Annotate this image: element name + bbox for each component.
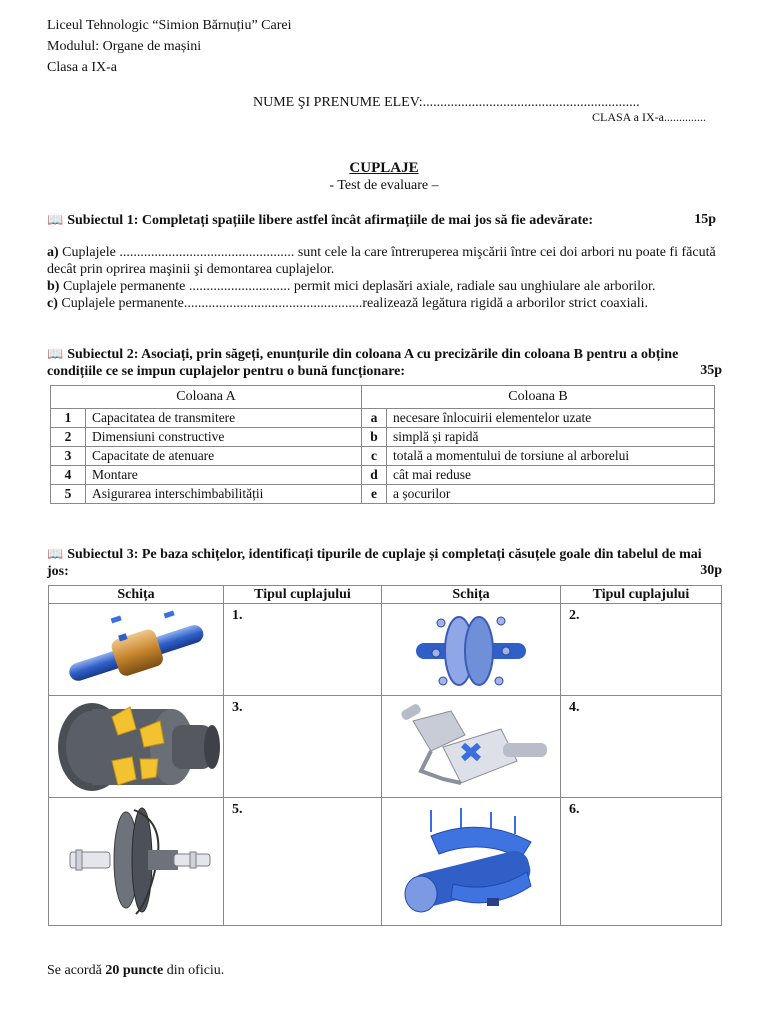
- sketch-header: Schița: [382, 586, 561, 604]
- answer-cell-2[interactable]: [561, 604, 722, 696]
- column-b-cell: totală a momentului de torsiune al arborelui: [387, 447, 715, 466]
- answer-label: 3.: [232, 700, 243, 715]
- subject2-heading-text: Subiectul 2: Asociați, prin săgeți, enunțurile din coloana A cu precizările din coloana B pentru a obține condițiile ce se impun cuplajelor pentru o bună funcționare:: [47, 347, 679, 379]
- row-letter: e: [362, 485, 387, 504]
- answer-label: 1.: [232, 608, 243, 623]
- item-b-label: b): [47, 279, 60, 294]
- subject1-heading-text: Subiectul 1: Completați spațiile libere astfel încât afirmațiile de mai jos să fie adevărate:: [67, 213, 594, 228]
- sketch-6-shell-coupling: [382, 798, 561, 926]
- sketch-2-flange-coupling: [382, 604, 561, 696]
- column-b-cell: necesare înlocuirii elementelor uzate: [387, 409, 715, 428]
- subject1-item-b: [47, 278, 722, 295]
- sketch-3-jaw-coupling: [49, 696, 224, 798]
- sketch-5-disc-coupling: [49, 798, 224, 926]
- row-letter: b: [362, 428, 387, 447]
- item-c-label: c): [47, 296, 58, 311]
- answer-label: 2.: [569, 608, 580, 623]
- table-row: [49, 798, 722, 926]
- row-number: 5: [51, 485, 86, 504]
- matching-table: [50, 385, 715, 504]
- table-row: [51, 447, 715, 466]
- row-number: 2: [51, 428, 86, 447]
- table-row: [51, 466, 715, 485]
- column-b-cell: a șocurilor: [387, 485, 715, 504]
- table-row: [51, 485, 715, 504]
- subject1-item-c: [47, 295, 722, 312]
- row-number: 1: [51, 409, 86, 428]
- module-name: Modulul: Organe de mașini: [47, 39, 202, 54]
- footer-points: 20 puncte: [105, 963, 164, 978]
- footer-text-post: din oficiu.: [163, 963, 225, 978]
- class-name: Clasa a IX-a: [47, 60, 117, 75]
- student-name-field: NUME ŞI PRENUME ELEV:..............................................................: [253, 95, 640, 110]
- sketch-1-sleeve-coupling: [49, 604, 224, 696]
- table-row: [49, 696, 722, 798]
- column-a-cell: Capacitate de atenuare: [86, 447, 362, 466]
- subject1-item-a: [47, 244, 722, 278]
- answer-cell-1[interactable]: [224, 604, 382, 696]
- row-number: 3: [51, 447, 86, 466]
- subject3-heading-text: Subiectul 3: Pe baza schițelor, identificați tipurile de cuplaje și completați căsuțele goale din tabelul de mai jos:: [47, 547, 702, 579]
- sketch-4-cardan-coupling: [382, 696, 561, 798]
- subject3-heading: [47, 545, 722, 580]
- column-b-cell: simplă și rapidă: [387, 428, 715, 447]
- item-a-text: Cuplajele .................................................. sunt cele la care întreruperea mişcării între cei doi arbori nu poate fi făcută decât prin oprirea maşinii şi demontarea cuplajelor.: [47, 245, 716, 277]
- item-b-text: Cuplajele permanente ............................. permit mici deplasări axiale, radiale sau unghiulare ale arborilor.: [62, 279, 656, 294]
- column-b-header: Coloana B: [362, 386, 715, 409]
- answer-label: 5.: [232, 802, 243, 817]
- subject1-heading: [47, 211, 722, 229]
- subject3-points: 30p: [700, 563, 722, 578]
- column-a-header: Coloana A: [51, 386, 362, 409]
- subject2-heading: [47, 345, 722, 380]
- subject1-points: 15p: [694, 212, 716, 227]
- page-title: CUPLAJE: [349, 160, 419, 176]
- footer-note: [47, 963, 224, 979]
- student-class-field: CLASA a IX-a..............: [592, 110, 706, 124]
- row-letter: a: [362, 409, 387, 428]
- answer-cell-3[interactable]: [224, 696, 382, 798]
- column-a-cell: Dimensiuni constructive: [86, 428, 362, 447]
- book-icon: 📖: [47, 212, 64, 227]
- row-letter: c: [362, 447, 387, 466]
- answer-label: 6.: [569, 802, 580, 817]
- row-letter: d: [362, 466, 387, 485]
- sketch-header: Schița: [49, 586, 224, 604]
- page-subtitle: - Test de evaluare –: [329, 178, 439, 193]
- row-number: 4: [51, 466, 86, 485]
- footer-text-pre: Se acordă: [47, 963, 106, 978]
- table-row: [51, 428, 715, 447]
- answer-cell-5[interactable]: [224, 798, 382, 926]
- type-header: Tipul cuplajului: [224, 586, 382, 604]
- book-icon: 📖: [47, 346, 64, 361]
- item-c-text: Cuplajele permanente...................................................realizează legătura rigidă a arborilor strict coaxiali.: [61, 296, 649, 311]
- type-header: Tipul cuplajului: [561, 586, 722, 604]
- book-icon: 📖: [47, 546, 64, 561]
- column-a-cell: Capacitatea de transmitere: [86, 409, 362, 428]
- table-row: [51, 409, 715, 428]
- column-a-cell: Montare: [86, 466, 362, 485]
- item-a-label: a): [47, 245, 59, 260]
- column-b-cell: cât mai reduse: [387, 466, 715, 485]
- coupling-sketch-table: [48, 585, 722, 926]
- school-name: Liceul Tehnologic “Simion Bărnuțiu” Carei: [47, 18, 292, 33]
- answer-cell-4[interactable]: [561, 696, 722, 798]
- answer-label: 4.: [569, 700, 580, 715]
- answer-cell-6[interactable]: [561, 798, 722, 926]
- subject2-points: 35p: [700, 363, 722, 378]
- column-a-cell: Asigurarea interschimbabilității: [86, 485, 362, 504]
- table-row: [49, 604, 722, 696]
